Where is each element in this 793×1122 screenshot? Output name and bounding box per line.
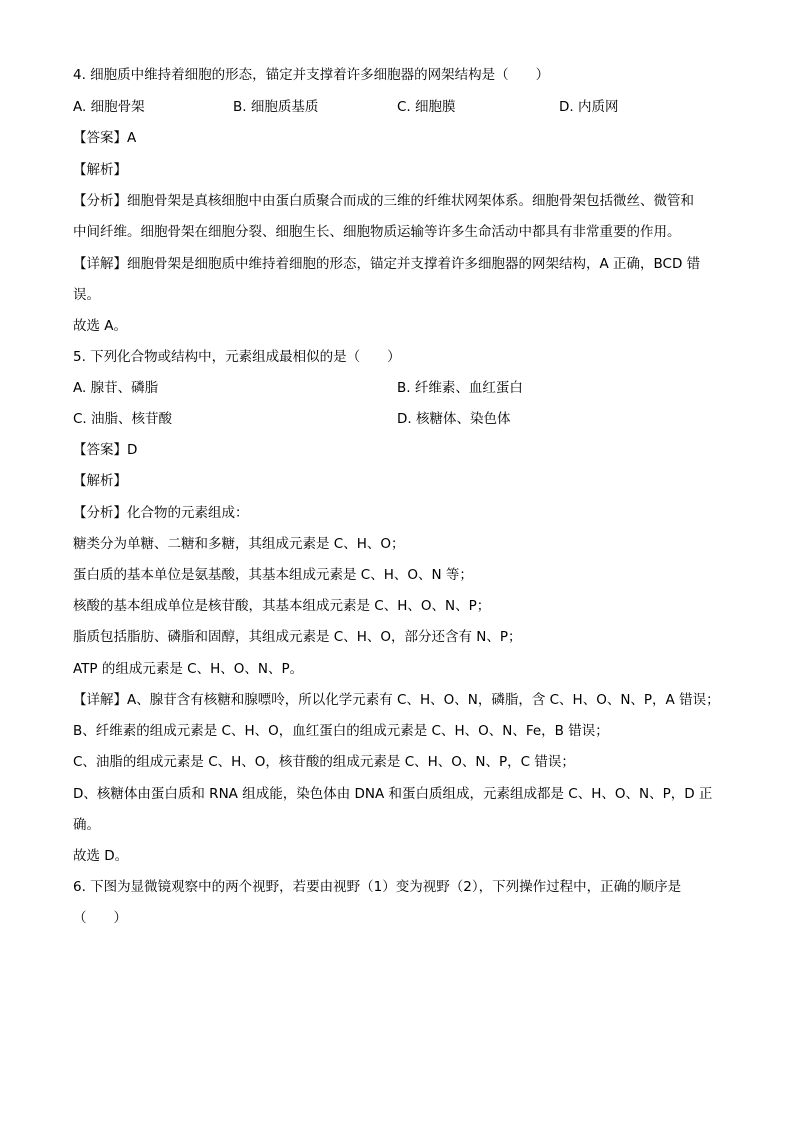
- question-5-fact-1: 糖类分为单糖、二糖和多糖，其组成元素是 C、H、O；: [73, 536, 405, 552]
- question-5-fact-3: 核酸的基本组成单位是核苷酸，其基本组成元素是 C、H、O、N、P；: [73, 598, 491, 614]
- question-5-options-row2: [73, 409, 723, 429]
- question-4-option-b: B. 细胞质基质: [233, 99, 319, 115]
- question-5-fact-2: 蛋白质的基本单位是氨基酸，其基本组成元素是 C、H、O、N 等；: [73, 567, 473, 583]
- answer-value: D: [127, 442, 138, 458]
- question-5-option-d: D. 核糖体、染色体: [397, 411, 511, 427]
- question-5-fact-5: ATP 的组成元素是 C、H、O、N、P。: [73, 661, 304, 677]
- question-5-fact-4: 脂质包括脂肪、磷脂和固醇，其组成元素是 C、H、O，部分还含有 N、P；: [73, 629, 522, 645]
- question-5-detail-c: C、油脂的组成元素是 C、H、O，核苷酸的组成元素是 C、H、O、N、P，C 错误；: [73, 754, 575, 770]
- question-5-fenxi-line1: [73, 503, 723, 523]
- answer-tag: 【答案】: [73, 442, 127, 458]
- xiangjie-text: A、腺苷含有核糖和腺嘌呤，所以化学元素有 C、H、O、N，磷脂，含 C、H、O、N、P，A 错误；: [127, 692, 720, 708]
- question-5-xiangjie-line1: [73, 690, 723, 710]
- fenxi-text: 化合物的元素组成：: [127, 505, 249, 521]
- question-4-answer: [73, 128, 723, 148]
- question-5-detail-d-cont: 确。: [73, 817, 100, 833]
- question-4-xiangjie-line1: [73, 254, 723, 274]
- question-5-answer: [73, 440, 723, 460]
- question-4-fenxi-line1: [73, 191, 723, 211]
- question-4-xiangjie-line2: 误。: [73, 287, 100, 303]
- question-5-analysis-tag: 【解析】: [73, 473, 127, 489]
- question-5-detail-b: B、纤维素的组成元素是 C、H、O，血红蛋白的组成元素是 C、H、O、N、Fe，B 错误；: [73, 723, 609, 739]
- question-5-option-b: B. 纤维素、血红蛋白: [397, 380, 523, 396]
- question-6-stem-line1: 6. 下图为显微镜观察中的两个视野，若要由视野（1）变为视野（2），下列操作过程中，正确的顺序是: [73, 879, 682, 895]
- question-4-options: [73, 97, 723, 117]
- question-4-stem: 4. 细胞质中维持着细胞的形态，锚定并支撑着许多细胞器的网架结构是（ ）: [73, 67, 550, 83]
- question-4-analysis-tag: 【解析】: [73, 162, 127, 178]
- question-4-fenxi-line2: 中间纤维。细胞骨架在细胞分裂、细胞生长、细胞物质运输等许多生命活动中都具有非常重要的作用。: [73, 224, 681, 240]
- xiangjie-tag: 【详解】: [73, 256, 127, 272]
- question-4-conclusion: 故选 A。: [73, 318, 128, 334]
- fenxi-text: 细胞骨架是真核细胞中由蛋白质聚合而成的三维的纤维状网架体系。细胞骨架包括微丝、微管和: [127, 193, 694, 209]
- answer-value: A: [127, 130, 137, 146]
- question-5-option-c: C. 油脂、核苷酸: [73, 411, 173, 427]
- question-4-option-c: C. 细胞膜: [397, 99, 456, 115]
- xiangjie-tag: 【详解】: [73, 692, 127, 708]
- question-5-option-a: A. 腺苷、磷脂: [73, 380, 159, 396]
- question-5-options-row1: [73, 378, 723, 398]
- question-4-option-d: D. 内质网: [559, 99, 619, 115]
- fenxi-tag: 【分析】: [73, 505, 127, 521]
- question-5-conclusion: 故选 D。: [73, 848, 129, 864]
- answer-tag: 【答案】: [73, 130, 127, 146]
- xiangjie-text: 细胞骨架是细胞质中维持着细胞的形态，锚定并支撑着许多细胞器的网架结构，A 正确，BCD 错: [127, 256, 701, 272]
- question-6-stem-line2: （ ）: [73, 910, 127, 926]
- question-4-option-a: A. 细胞骨架: [73, 99, 145, 115]
- question-5-stem: 5. 下列化合物或结构中，元素组成最相似的是（ ）: [73, 349, 401, 365]
- question-5-detail-d: D、核糖体由蛋白质和 RNA 组成能，染色体由 DNA 和蛋白质组成，元素组成都是 C、H、O、N、P，D 正: [73, 786, 713, 802]
- fenxi-tag: 【分析】: [73, 193, 127, 209]
